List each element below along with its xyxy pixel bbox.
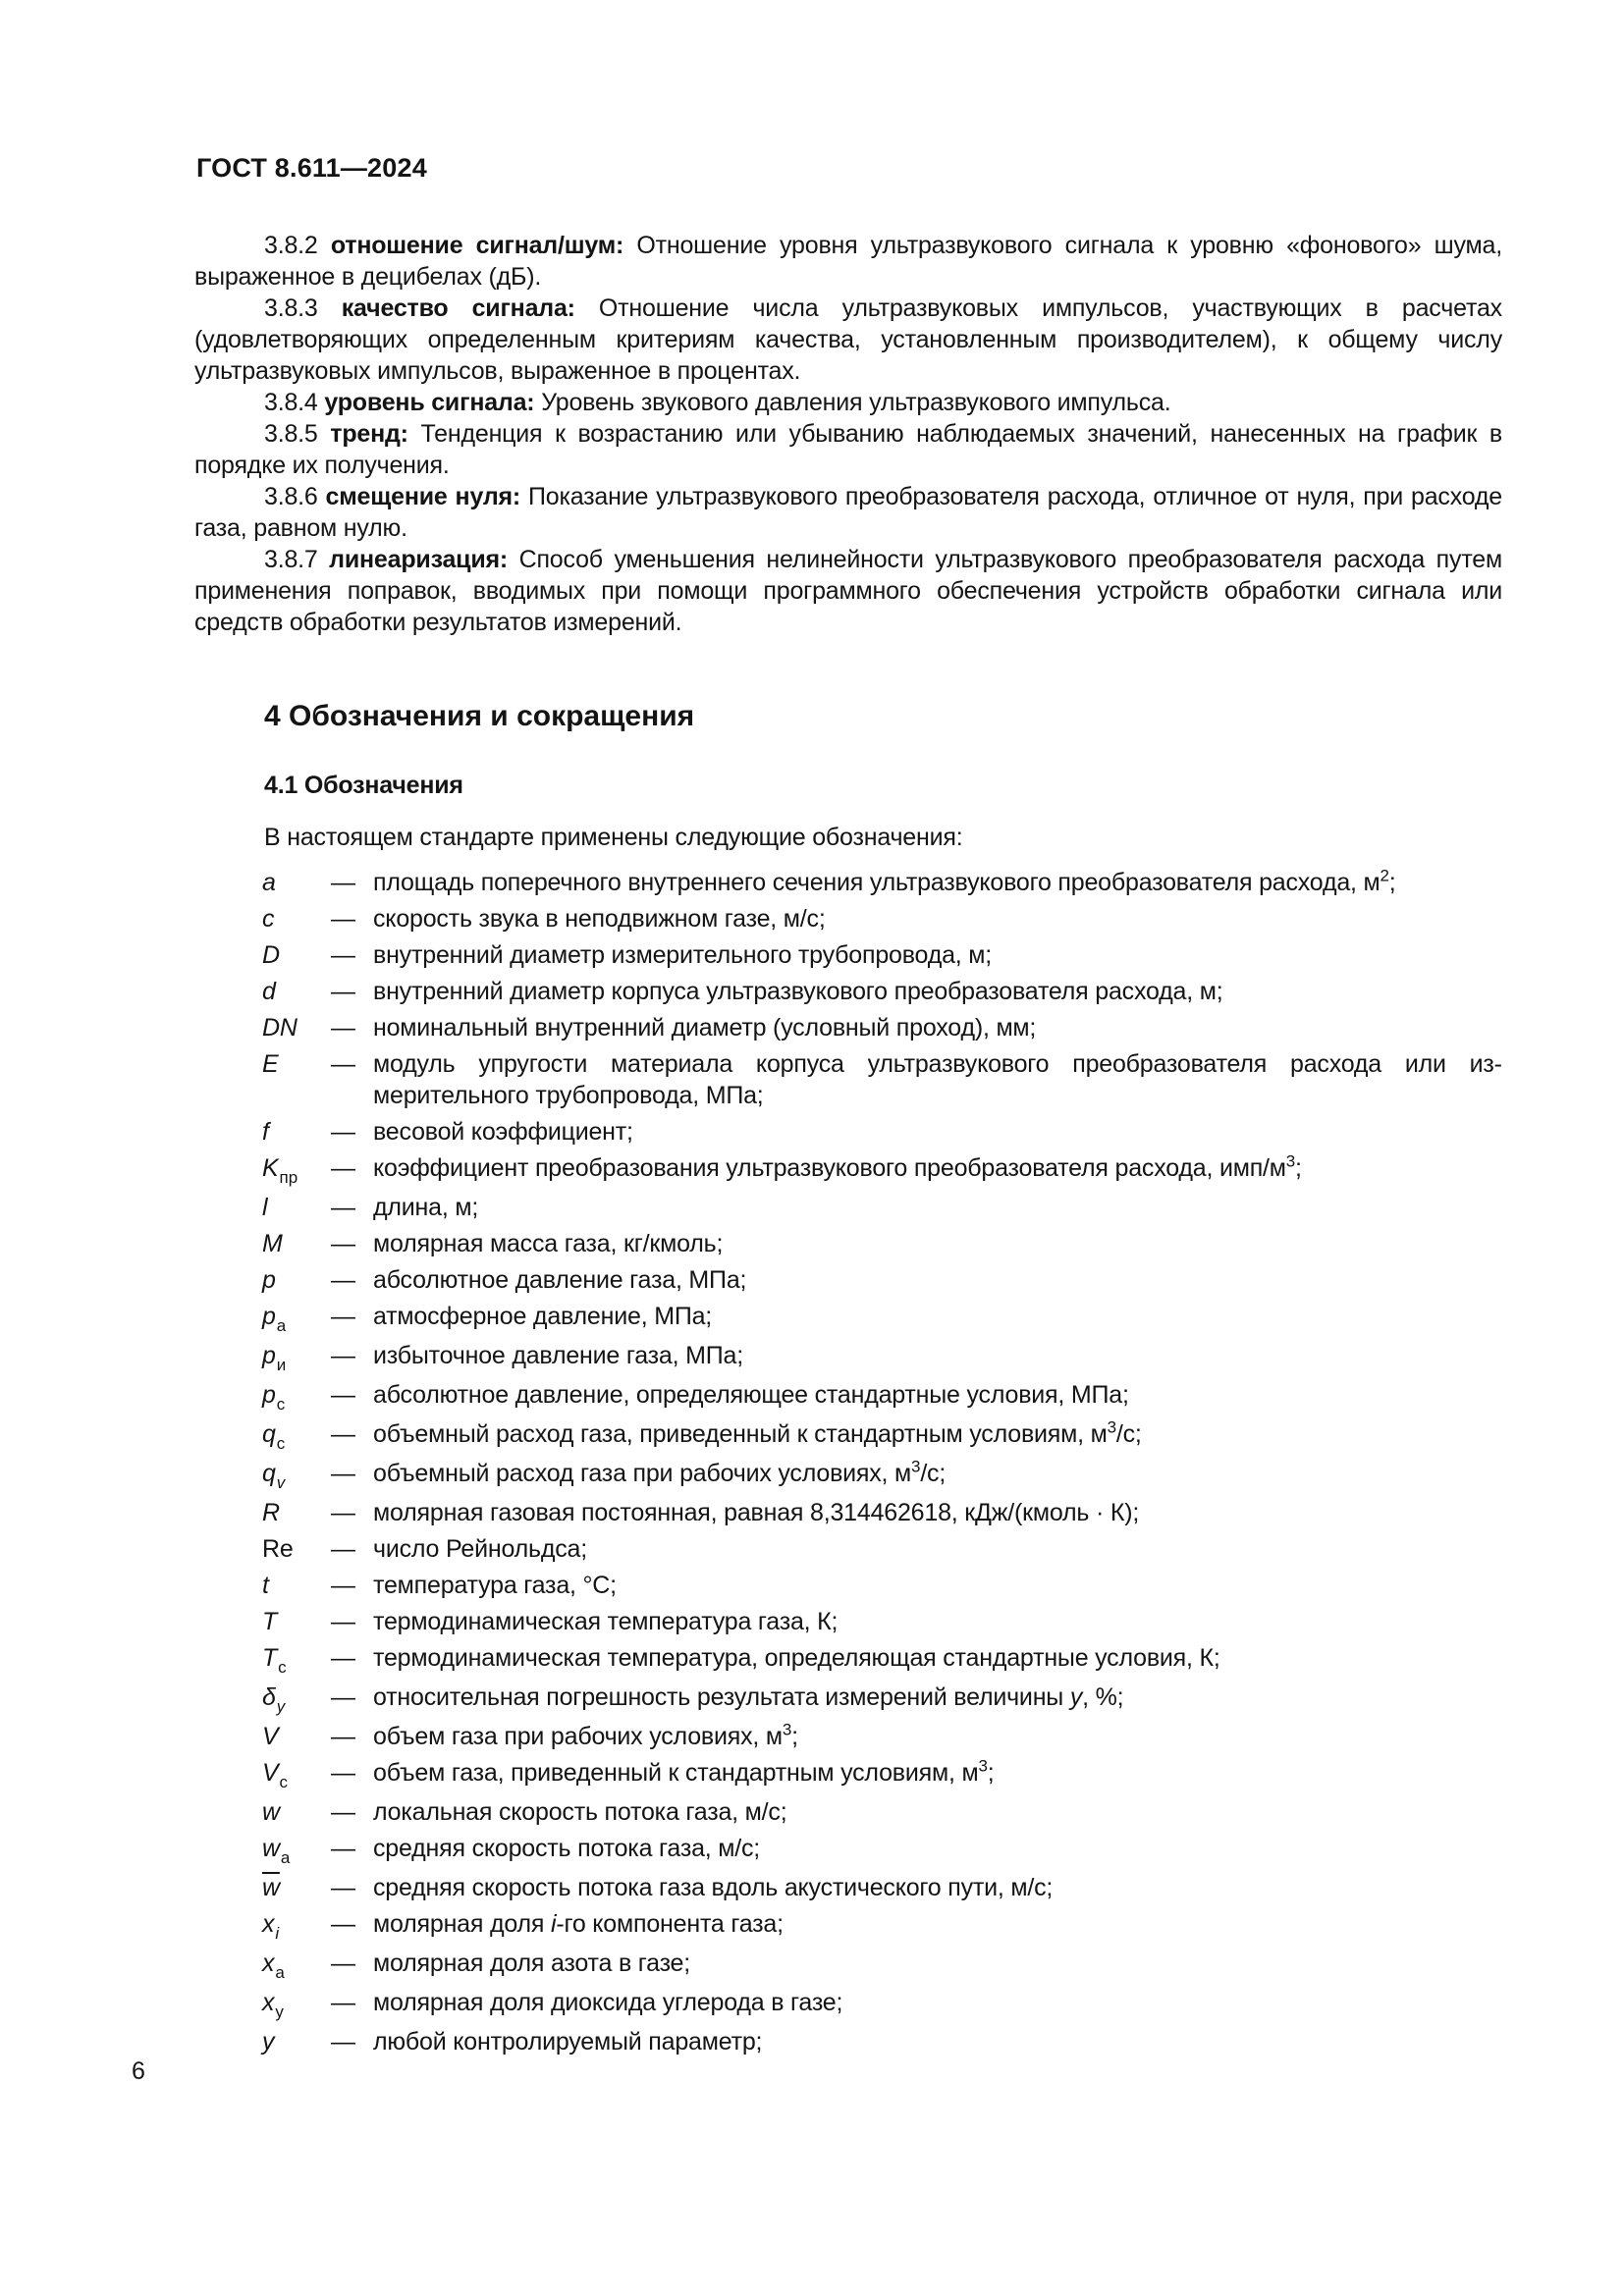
symbol-row (262, 976, 1502, 1007)
symbol: $p_и$ (262, 1342, 287, 1374)
symbol-definition: — избыточное давление газа, МПа; (331, 1342, 743, 1369)
dash: — (331, 1535, 355, 1563)
symbol-definition: — модуль упругости материала корпуса ультразвукового преобразователя расхода или измерительного трубопровода, МПа; (331, 1050, 1502, 1109)
dash: — (331, 1949, 355, 1977)
dash: — (331, 1118, 355, 1146)
symbol: T (262, 1608, 278, 1635)
symbol: DN (262, 1014, 298, 1041)
dash: — (331, 1154, 355, 1182)
term-paragraph (194, 481, 1502, 544)
symbol-row (262, 1379, 1502, 1414)
term-paragraph (194, 418, 1502, 481)
symbol: $\delta_y$ (262, 1683, 286, 1716)
symbol: $x_у$ (262, 1989, 284, 2021)
symbol-definition: — молярная газовая постоянная, равная 8,314462618, кДж/(кмоль · К); (331, 1499, 1140, 1526)
symbol: Re (262, 1535, 294, 1563)
symbol-row (262, 1908, 1502, 1943)
term-definition: Отношение числа ультразвуковых импульсов, участвующих в расчетах (удовлетворяющих определенным критериям качества, установленным производителем), к общему числу ультразвуковых импульсов, выраженное в процентах. (194, 294, 1502, 385)
symbol-row (262, 1228, 1502, 1259)
symbol: c (262, 905, 275, 933)
page-content (194, 230, 1502, 2062)
symbol-definition: — коэффициент преобразования ультразвукового преобразователя расхода, имп/$м^3$; (331, 1151, 1302, 1182)
symbol-row (262, 1987, 1502, 2021)
term-number: 3.8.3 (264, 294, 342, 322)
dash: — (331, 941, 355, 969)
symbol: $x_i$ (262, 1910, 280, 1943)
symbol: t (262, 1572, 269, 1599)
symbol: M (262, 1230, 283, 1257)
symbols-list (262, 867, 1502, 2057)
symbol-definition: — внутренний диаметр измерительного трубопровода, м; (331, 941, 993, 969)
term-paragraph (194, 293, 1502, 387)
dash: — (331, 1499, 355, 1526)
term-name: тренд: (330, 420, 421, 448)
symbol-row (262, 1757, 1502, 1791)
dash: — (331, 1194, 355, 1221)
dash: — (331, 869, 355, 896)
dash: — (331, 1303, 355, 1330)
symbol-row (262, 1948, 1502, 1982)
symbol-definition: — площадь поперечного внутреннего сечения ультразвукового преобразователя расхода, $м^2$; (331, 866, 1396, 896)
dash: — (331, 905, 355, 933)
term-definition: Отношение уровня ультразвукового сигнала к уровню «фонового» шума, выраженное в децибелах (дБ). (194, 232, 1502, 291)
dash: — (331, 1230, 355, 1257)
symbol-row (262, 1192, 1502, 1223)
symbol-row (262, 1833, 1502, 1867)
symbol-row (262, 2026, 1502, 2057)
term-name: линеаризация: (329, 546, 519, 573)
symbol-row (262, 1721, 1502, 1752)
symbol-row (262, 1012, 1502, 1043)
page-number: 6 (132, 2057, 145, 2085)
symbol-row (262, 1570, 1502, 1601)
dash: — (331, 1759, 355, 1787)
symbol-definition: — абсолютное давление, определяющее стандартные условия, МПа; (331, 1381, 1129, 1409)
symbol: d (262, 978, 276, 1005)
symbol: a (262, 869, 276, 896)
symbol-definition: — термодинамическая температура, определяющая стандартные условия, К; (331, 1644, 1220, 1672)
symbol: D (262, 941, 280, 969)
symbol-definition: — номинальный внутренний диаметр (условный проход), мм; (331, 1014, 1037, 1041)
symbol-row (262, 867, 1502, 898)
symbol-row (262, 1116, 1502, 1148)
dash: — (331, 1910, 355, 1938)
symbol-row (262, 1606, 1502, 1637)
term-name: смещение нуля: (325, 483, 528, 510)
dash: — (331, 1381, 355, 1409)
dash: — (331, 1989, 355, 2016)
dash: — (331, 1608, 355, 1635)
symbol-row (262, 939, 1502, 971)
dash: — (331, 1342, 355, 1369)
symbol: w (262, 1798, 280, 1826)
symbol-definition: — весовой коэффициент; (331, 1118, 633, 1146)
term-number: 3.8.7 (264, 546, 330, 573)
symbol-row (262, 1458, 1502, 1492)
term-definition: Уровень звукового давления ультразвукового импульса. (541, 389, 1171, 416)
symbol-row (262, 903, 1502, 934)
dash: — (331, 2028, 355, 2056)
symbol-definition: — объем газа при рабочих условиях, $м^3$; (331, 1720, 798, 1750)
doc-number: ГОСТ 8.611—2024 (196, 153, 427, 183)
symbol-row (262, 1682, 1502, 1716)
term-definition: Показание ультразвукового преобразователя расхода, отличное от нуля, при расходе газа, равном нулю. (194, 483, 1502, 542)
dash: — (331, 1460, 355, 1487)
symbol-row (262, 1152, 1502, 1187)
symbol: $K_{пр}$ (262, 1154, 298, 1187)
symbol: p (262, 1266, 276, 1294)
term-definition: Способ уменьшения нелинейности ультразвукового преобразователя расхода путем применения поправок, вводимых при помощи программного обеспечения устройств обработки сигнала или средств обработки результатов измерений. (194, 546, 1502, 636)
symbol: $q_с$ (262, 1420, 286, 1453)
term-paragraph (194, 387, 1502, 418)
dash: — (331, 1874, 355, 1901)
symbol-definition: — молярная доля азота в газе; (331, 1949, 691, 1977)
symbol-row (262, 1497, 1502, 1528)
symbol: $T_с$ (262, 1644, 287, 1677)
symbol-definition: — объемный расход газа при рабочих условиях, $м^3/с$; (331, 1457, 947, 1487)
symbol: $p_с$ (262, 1381, 286, 1414)
symbol-row (262, 1340, 1502, 1374)
term-paragraph (194, 230, 1502, 293)
symbol: $V_с$ (262, 1759, 288, 1791)
symbol-row (262, 1048, 1502, 1111)
term-name: уровень сигнала: (324, 389, 542, 416)
term-paragraph (194, 544, 1502, 638)
symbol: $q_v$ (262, 1460, 286, 1492)
symbol-definition: — средняя скорость потока газа вдоль акустического пути, м/с; (331, 1874, 1054, 1901)
symbol-definition: — длина, м; (331, 1194, 479, 1221)
symbol-row (262, 1872, 1502, 1903)
subsection-heading: 4.1 Обозначения (264, 772, 463, 799)
symbol: R (262, 1499, 280, 1526)
symbol-definition: — скорость звука в неподвижном газе, м/с; (331, 905, 826, 933)
symbol: f (262, 1118, 269, 1146)
symbol-row (262, 1264, 1502, 1296)
symbol-definition: — объем газа, приведенный к стандартным условиям, $м^3$; (331, 1756, 995, 1787)
symbol-definition: — молярная доля i-го компонента газа; (331, 1910, 784, 1938)
symbol-definition: — относительная погрешность результата измерений величины y, %; (331, 1683, 1124, 1711)
symbol-row (262, 1533, 1502, 1565)
symbol-row (262, 1301, 1502, 1335)
symbol: y (262, 2028, 275, 2056)
symbol-definition: — температура газа, °С; (331, 1572, 617, 1599)
dash: — (331, 1050, 355, 1078)
symbol-definition: — молярная доля диоксида углерода в газе; (331, 1989, 843, 2016)
dash: — (331, 1683, 355, 1711)
symbol: $w_а$ (262, 1835, 291, 1867)
dash: — (331, 1835, 355, 1862)
term-name: отношение сигнал/шум: (330, 232, 637, 259)
dash: — (331, 1723, 355, 1750)
symbol-definition: — объемный расход газа, приведенный к стандартным условиям, $м^3/с$; (331, 1417, 1142, 1448)
term-definition: Тенденция к возрастанию или убыванию наблюдаемых значений, нанесенных на график в порядке их получения. (194, 420, 1502, 479)
term-number: 3.8.6 (264, 483, 326, 510)
dash: — (331, 978, 355, 1005)
term-number: 3.8.5 (264, 420, 331, 448)
symbol-definition: — средняя скорость потока газа, м/с; (331, 1835, 761, 1862)
symbol-row (262, 1796, 1502, 1828)
symbol-definition: — любой контролируемый параметр; (331, 2028, 763, 2056)
term-number: 3.8.2 (264, 232, 331, 259)
symbol-definition: — внутренний диаметр корпуса ультразвукового преобразователя расхода, м; (331, 978, 1223, 1005)
symbol-definition: — локальная скорость потока газа, м/с; (331, 1798, 787, 1826)
symbol-row (262, 1418, 1502, 1453)
dash: — (331, 1644, 355, 1672)
symbol: $x_а$ (262, 1949, 285, 1982)
dash: — (331, 1420, 355, 1448)
symbol-row (262, 1642, 1502, 1677)
symbol-definition: — термодинамическая температура газа, К; (331, 1608, 839, 1635)
dash: — (331, 1798, 355, 1826)
symbol-definition: — атмосферное давление, МПа; (331, 1303, 713, 1330)
symbol-definition: — число Рейнольдса; (331, 1535, 587, 1563)
section-heading: 4 Обозначения и сокращения (264, 700, 695, 732)
symbol: l (262, 1194, 268, 1221)
terms-section (194, 230, 1502, 638)
dash: — (331, 1572, 355, 1599)
symbol-definition: — молярная масса газа, кг/кмоль; (331, 1230, 724, 1257)
symbol: E (262, 1050, 279, 1078)
symbol-definition: — абсолютное давление газа, МПа; (331, 1266, 747, 1294)
dash: — (331, 1014, 355, 1041)
symbol: $\overline{w}$ (262, 1874, 280, 1901)
dash: — (331, 1266, 355, 1294)
symbol: $p_а$ (262, 1303, 287, 1335)
intro-paragraph: В настоящем стандарте применены следующие обозначения: (264, 824, 963, 851)
term-name: качество сигнала: (341, 294, 599, 322)
symbol: V (262, 1723, 279, 1750)
term-number: 3.8.4 (264, 389, 325, 416)
